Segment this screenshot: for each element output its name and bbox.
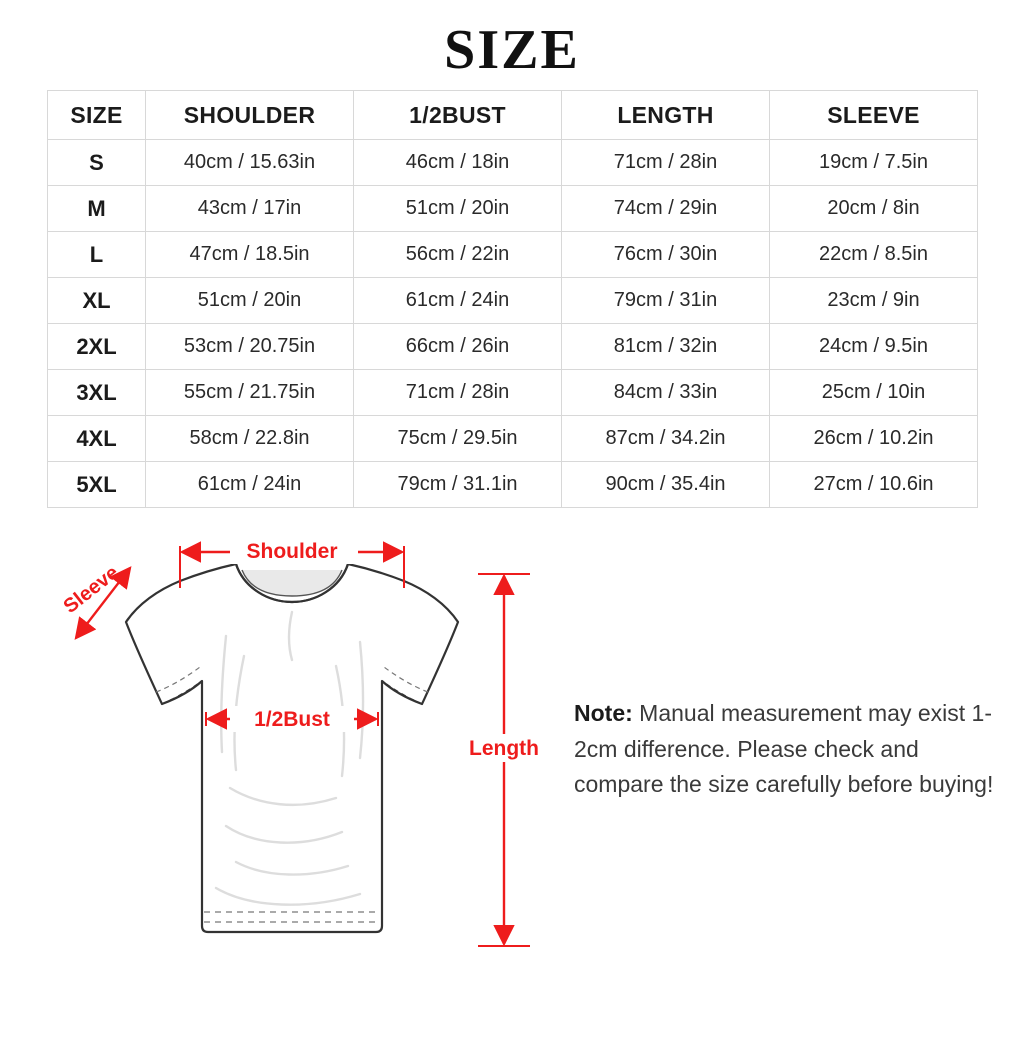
size-table-container (0, 90, 1024, 508)
column-header-sleeve: SLEEVE (770, 91, 978, 140)
cell-shoulder: 51cm / 20in (146, 278, 354, 324)
cell-shoulder: 40cm / 15.63in (146, 140, 354, 186)
cell-bust: 61cm / 24in (354, 278, 562, 324)
cell-bust: 56cm / 22in (354, 232, 562, 278)
size-chart-table (47, 90, 978, 508)
cell-sleeve: 20cm / 8in (770, 186, 978, 232)
cell-length: 90cm / 35.4in (562, 462, 770, 508)
label-shoulder: Shoulder (246, 540, 338, 563)
cell-sleeve: 25cm / 10in (770, 370, 978, 416)
measure-bust (206, 706, 378, 732)
table-row (48, 186, 978, 232)
table-header (48, 91, 978, 140)
table-row (48, 232, 978, 278)
cell-shoulder: 55cm / 21.75in (146, 370, 354, 416)
cell-sleeve: 27cm / 10.6in (770, 462, 978, 508)
table-row (48, 416, 978, 462)
cell-size: S (48, 140, 146, 186)
table-row (48, 140, 978, 186)
table-row (48, 278, 978, 324)
cell-size: 5XL (48, 462, 146, 508)
cell-bust: 75cm / 29.5in (354, 416, 562, 462)
label-bust: 1/2Bust (254, 708, 330, 731)
cell-length: 76cm / 30in (562, 232, 770, 278)
cell-bust: 46cm / 18in (354, 140, 562, 186)
cell-shoulder: 47cm / 18.5in (146, 232, 354, 278)
cell-sleeve: 26cm / 10.2in (770, 416, 978, 462)
cell-shoulder: 43cm / 17in (146, 186, 354, 232)
measure-sleeve (60, 562, 130, 638)
column-header-size: SIZE (48, 91, 146, 140)
note-text: Manual measurement may exist 1-2cm difference. Please check and compare the size carefully before buying! (574, 700, 994, 798)
cell-length: 74cm / 29in (562, 186, 770, 232)
cell-shoulder: 61cm / 24in (146, 462, 354, 508)
table-row (48, 462, 978, 508)
note-block (574, 696, 994, 803)
cell-size: M (48, 186, 146, 232)
cell-sleeve: 22cm / 8.5in (770, 232, 978, 278)
label-sleeve: Sleeve (59, 561, 124, 618)
cell-length: 71cm / 28in (562, 140, 770, 186)
cell-shoulder: 53cm / 20.75in (146, 324, 354, 370)
cell-length: 84cm / 33in (562, 370, 770, 416)
table-row (48, 324, 978, 370)
tshirt-diagram (30, 526, 550, 996)
cell-size: XL (48, 278, 146, 324)
cell-sleeve: 24cm / 9.5in (770, 324, 978, 370)
label-length: Length (469, 737, 539, 760)
tshirt-outline (126, 552, 458, 932)
column-header-length: LENGTH (562, 91, 770, 140)
table-header-row (48, 91, 978, 140)
cell-length: 87cm / 34.2in (562, 416, 770, 462)
table-body (48, 140, 978, 508)
cell-bust: 79cm / 31.1in (354, 462, 562, 508)
cell-sleeve: 23cm / 9in (770, 278, 978, 324)
cell-sleeve: 19cm / 7.5in (770, 140, 978, 186)
measurement-diagram-section (0, 526, 1024, 996)
cell-size: 2XL (48, 324, 146, 370)
page-title: SIZE (444, 19, 580, 81)
cell-size: 4XL (48, 416, 146, 462)
column-header-shoulder: SHOULDER (146, 91, 354, 140)
table-row (48, 370, 978, 416)
cell-length: 81cm / 32in (562, 324, 770, 370)
cell-size: 3XL (48, 370, 146, 416)
measure-length (464, 574, 546, 946)
cell-bust: 66cm / 26in (354, 324, 562, 370)
note-label: Note: (574, 700, 633, 726)
cell-size: L (48, 232, 146, 278)
column-header-bust: 1/2BUST (354, 91, 562, 140)
cell-shoulder: 58cm / 22.8in (146, 416, 354, 462)
cell-bust: 51cm / 20in (354, 186, 562, 232)
cell-length: 79cm / 31in (562, 278, 770, 324)
cell-bust: 71cm / 28in (354, 370, 562, 416)
